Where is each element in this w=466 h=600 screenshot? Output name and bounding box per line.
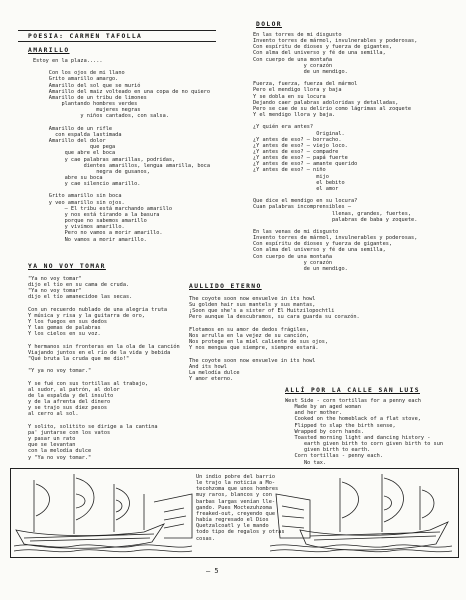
poem-title-alli-por: ALLÍ POR LA CALLE SAN LUIS <box>285 387 420 394</box>
poem-line: dijo el tío en su cama de cruda. <box>28 282 130 289</box>
poem-line: negra de gusanos, <box>33 168 150 175</box>
poem-line: Made by an aged woman <box>285 404 361 411</box>
poem-body-amarillo <box>33 58 210 243</box>
poem-line: Cooked on the homeblack of a flat stove, <box>285 416 421 423</box>
poem-line: cosas. <box>196 535 215 542</box>
poem-line: Dejando caer palabras adoloridas y detalladas, <box>253 99 399 106</box>
poem-line: y cae palabras amarillas, podridas, <box>33 156 176 163</box>
poem-line: En las venas de mi disgusto <box>253 229 339 235</box>
poem-line: Nos protege en la miel caliente de sus ojos, <box>189 339 329 346</box>
poem-line: No tax. <box>285 459 327 466</box>
poem-line: ¿Y antes de eso? — amante querido <box>253 161 358 168</box>
poem-line: tecohzoma que unos hombres <box>196 486 279 493</box>
poem-line: Con espíritu de dioses y fuerza de gigantes, <box>253 241 393 248</box>
poem-line: No vamos a morir amarillo. <box>33 236 147 243</box>
poem-line: Amarillo de un rifle <box>33 125 113 132</box>
section-title: POESIA: CARMEN TAFOLLA <box>28 33 143 40</box>
poem-line: ¿Y antes de eso? — viejo loco. <box>253 142 348 149</box>
poem-line: Pero se cae de su delirio como lágrimas al zoquete <box>253 105 412 112</box>
poem-line: mujeres negras <box>33 107 141 114</box>
poem-line: le trajo la noticia a Mo- <box>196 480 276 487</box>
poem-line: ¿Y antes de eso? — compadre <box>253 148 339 155</box>
poem-line: Y amor eterno. <box>189 376 234 383</box>
poem-line: Y se dobla en su locura <box>253 93 326 100</box>
poem-body-dolor <box>253 32 417 272</box>
poem-line: que se levantan <box>28 442 76 449</box>
poem-line: plantando hombres verdes <box>33 101 138 108</box>
poem-body-ya-no-voy <box>28 276 180 461</box>
poem-line: de un mendigo. <box>253 265 348 272</box>
poem-body-aullido <box>189 296 360 382</box>
poem-title-dolor: DOLOR <box>256 21 282 28</box>
poem-line: Y el mendigo llora y baja. <box>253 112 336 119</box>
poem-line: Su golden hair sus mantels y sus mantas, <box>189 302 316 309</box>
poem-line: Y solito, solitito se dirige a la cantina <box>28 423 158 430</box>
poem-line: Y nos mengua que siempre, siempre estará. <box>189 345 319 352</box>
poem-line: dijo el tío amanecidoe las secas. <box>28 294 133 301</box>
poem-line: Pero aunque la descubramos, su cara guarda su corazón. <box>189 314 360 321</box>
poem-line: Amarillo del dolor <box>33 138 106 145</box>
poem-line: Amarillo del sol que se murió <box>33 82 141 89</box>
poem-line: el bebito <box>253 179 345 186</box>
poem-line: Con los ojos de mi llano <box>33 70 125 77</box>
poem-line: freaked-out, creyendo que <box>196 510 276 517</box>
poem-line: de un mendigo. <box>253 68 348 75</box>
poem-line: y vivimos amarillo. <box>33 224 125 231</box>
poem-title-ya-no-voy: YA NO VOY TOMAR <box>28 263 106 270</box>
poem-line: ¿Y quién era antes? <box>253 124 314 131</box>
poem-line: y pasar un rato <box>28 436 76 443</box>
poem-line: "Ya no voy tomar" <box>28 288 82 295</box>
poem-line: Que dice el mendigo en su locura? <box>253 198 358 205</box>
poem-line: con la melodía dulce <box>28 448 92 455</box>
poem-line: En las torres de mi disgusto <box>253 32 342 38</box>
poem-line: and her mother. <box>285 410 342 417</box>
poem-line: Nos arrulla en la vejez de su canción, <box>189 332 310 339</box>
poem-line: y nos está tirando a la basura <box>33 211 160 218</box>
poem-line: ¡Soon que she's a sister of El Huitzilopochtli <box>189 308 335 315</box>
page-number: — 5 <box>206 567 219 575</box>
poem-line: y cae silencio amarillo. <box>33 181 141 188</box>
poem-line: dientes amarillos, lengua amarilla, boca <box>33 162 211 169</box>
poem-line: earth given birth to corn given birth to sun <box>285 441 444 448</box>
poem-line: Original. <box>253 130 345 137</box>
poem-line: Cuan palabras incomprensibles — <box>253 204 351 211</box>
poem-line: Fuerza, fuerza, fuerza del mármol <box>253 81 358 88</box>
poem-line: Amarillo de un tribu de limones <box>33 94 147 101</box>
poem-line: Corn tortillas - penny each. <box>285 453 383 460</box>
poem-line: Pero no vamos a morir amarillo. <box>33 230 163 237</box>
poem-line: Y las gemas de palabras <box>28 325 101 332</box>
poem-line: mijo <box>253 173 329 180</box>
poem-line: y se trajo sus diez pesos <box>28 405 108 412</box>
poem-line: Flotamos en su amor de dedos frágiles, <box>189 326 310 333</box>
poem-title-aullido: AULLIDO ETERNO <box>189 283 262 290</box>
poem-line: Amarillo del maiz volteado en una copa de no quiero <box>33 88 211 95</box>
poem-line: Y música y risa y la guitarra de oro, <box>28 312 145 319</box>
poem-body-alli-por <box>285 398 443 466</box>
poem-line: Quetzalcoatl y le mando <box>196 523 269 530</box>
poem-line: y niños cantados, con salsa. <box>33 113 169 120</box>
poem-line: abre su boca <box>33 174 103 181</box>
header-rule-top <box>18 30 216 31</box>
poem-line: The coyote soon now envuelve in its howl <box>189 357 316 364</box>
poem-line: Con espíritu de dioses y fuerza de gigantes, <box>253 44 393 51</box>
poem-line: palabras de baba y zoquete. <box>253 216 418 223</box>
poem-line: ¿Y antes de eso? — borracho. <box>253 136 342 143</box>
ship-illustration-left <box>14 472 194 554</box>
poem-line: Estoy en la plaza..... <box>33 58 103 64</box>
poem-line: el amor <box>253 185 339 192</box>
poem-line: pa' juntarse con los vatos <box>28 429 111 436</box>
poem-line: había regresado el Dios <box>196 517 269 524</box>
poem-line: barbas largas venían lle- <box>196 498 276 505</box>
poem-line: Con alma del universo y fé de una semilla, <box>253 247 386 254</box>
poem-line: The coyote soon now envuelve in its howl <box>189 296 316 302</box>
poem-line: Flipped to slap the birth sense, <box>285 422 396 429</box>
poem-line: Con un recuerdo nublado de una alegria truta <box>28 306 168 313</box>
poem-line: que pega <box>33 144 116 151</box>
ship-illustration-right <box>270 472 454 554</box>
poem-line: con espalda lastimada <box>33 131 122 138</box>
poem-line: ¿Y antes de eso? — papá fuerte <box>253 155 348 162</box>
poem-line: Grito amarillo amargo. <box>33 76 119 83</box>
poem-line: muy raros, blancos y con <box>196 492 272 499</box>
poem-line: todo tipo de regalos y otras <box>196 529 285 536</box>
poem-line: — El tribu está marchando amarillo <box>33 205 173 212</box>
poem-line: Con cuerpo de una montaña <box>253 253 333 260</box>
poem-line: Y hermanos sin fronteras en la ola de la canción <box>28 343 180 350</box>
poem-line: Con cuerpo de una montaña <box>253 56 333 63</box>
poem-line: que abre el boca <box>33 150 116 157</box>
poem-line: y "Ya no voy tomar." <box>28 454 92 461</box>
poem-line: "Qué bruta la cruda que me dio!" <box>28 356 130 363</box>
poem-line: Un indio pobre del barrio <box>196 474 276 480</box>
poem-line: La melodía dulce <box>189 369 240 376</box>
poem-line: y de la afrenta del dinero <box>28 399 111 406</box>
poem-line: y corazón <box>253 62 333 69</box>
poem-line: "Y ya no voy tomar." <box>28 368 92 375</box>
poem-line: porque no sabemos amarillo <box>33 218 147 225</box>
poem-line: y corazón <box>253 259 333 266</box>
poem-line: gando. Pues Moctezuhzoma <box>196 504 272 511</box>
poem-line: Con alma del universo y fé de una semilla, <box>253 50 386 57</box>
poem-line: llenas, grandes, fuertes, <box>253 210 412 217</box>
poem-line: ¿Y antes de eso? — niño <box>253 167 326 174</box>
poem-line: Invento torres de mármol, invulnerables y poderosas, <box>253 38 418 45</box>
poem-line: Y se fué con sus tortillas al trabajo, <box>28 380 149 387</box>
poem-line: al cerro al sol. <box>28 411 79 418</box>
poem-line: y veo amarillo sin ojos. <box>33 199 125 206</box>
poem-line: de la espalda y del insulto <box>28 392 114 399</box>
poem-title-amarillo: AMARILLO <box>28 47 70 54</box>
poem-line: Grito amarillo sin boca <box>33 193 122 200</box>
poem-line: West Side - corn tortillas for a penny each <box>285 398 421 404</box>
header-rule-bottom <box>18 41 216 42</box>
poem-line: Wrapped by corn hands. <box>285 428 365 435</box>
poem-line: Pero el mendigo llora y baja <box>253 87 342 94</box>
poem-line: Y los cielos en su voz. <box>28 331 101 338</box>
poem-line: Invento torres de mármol, invulnerables y poderosas, <box>253 235 418 242</box>
poem-line: Y los fuegos en sus dedos <box>28 319 108 326</box>
poem-line: Viajando juntos en el río de la vida y bebida <box>28 349 171 356</box>
poem-line: And its howl <box>189 363 227 370</box>
poem-line: Toasted morning light and dancing history - <box>285 434 431 441</box>
poem-line: "Ya no voy tomar" <box>28 276 82 282</box>
poem-line: given birth to earth. <box>285 447 371 454</box>
poem-line: al sudor, al patrón, al dolor <box>28 386 120 393</box>
